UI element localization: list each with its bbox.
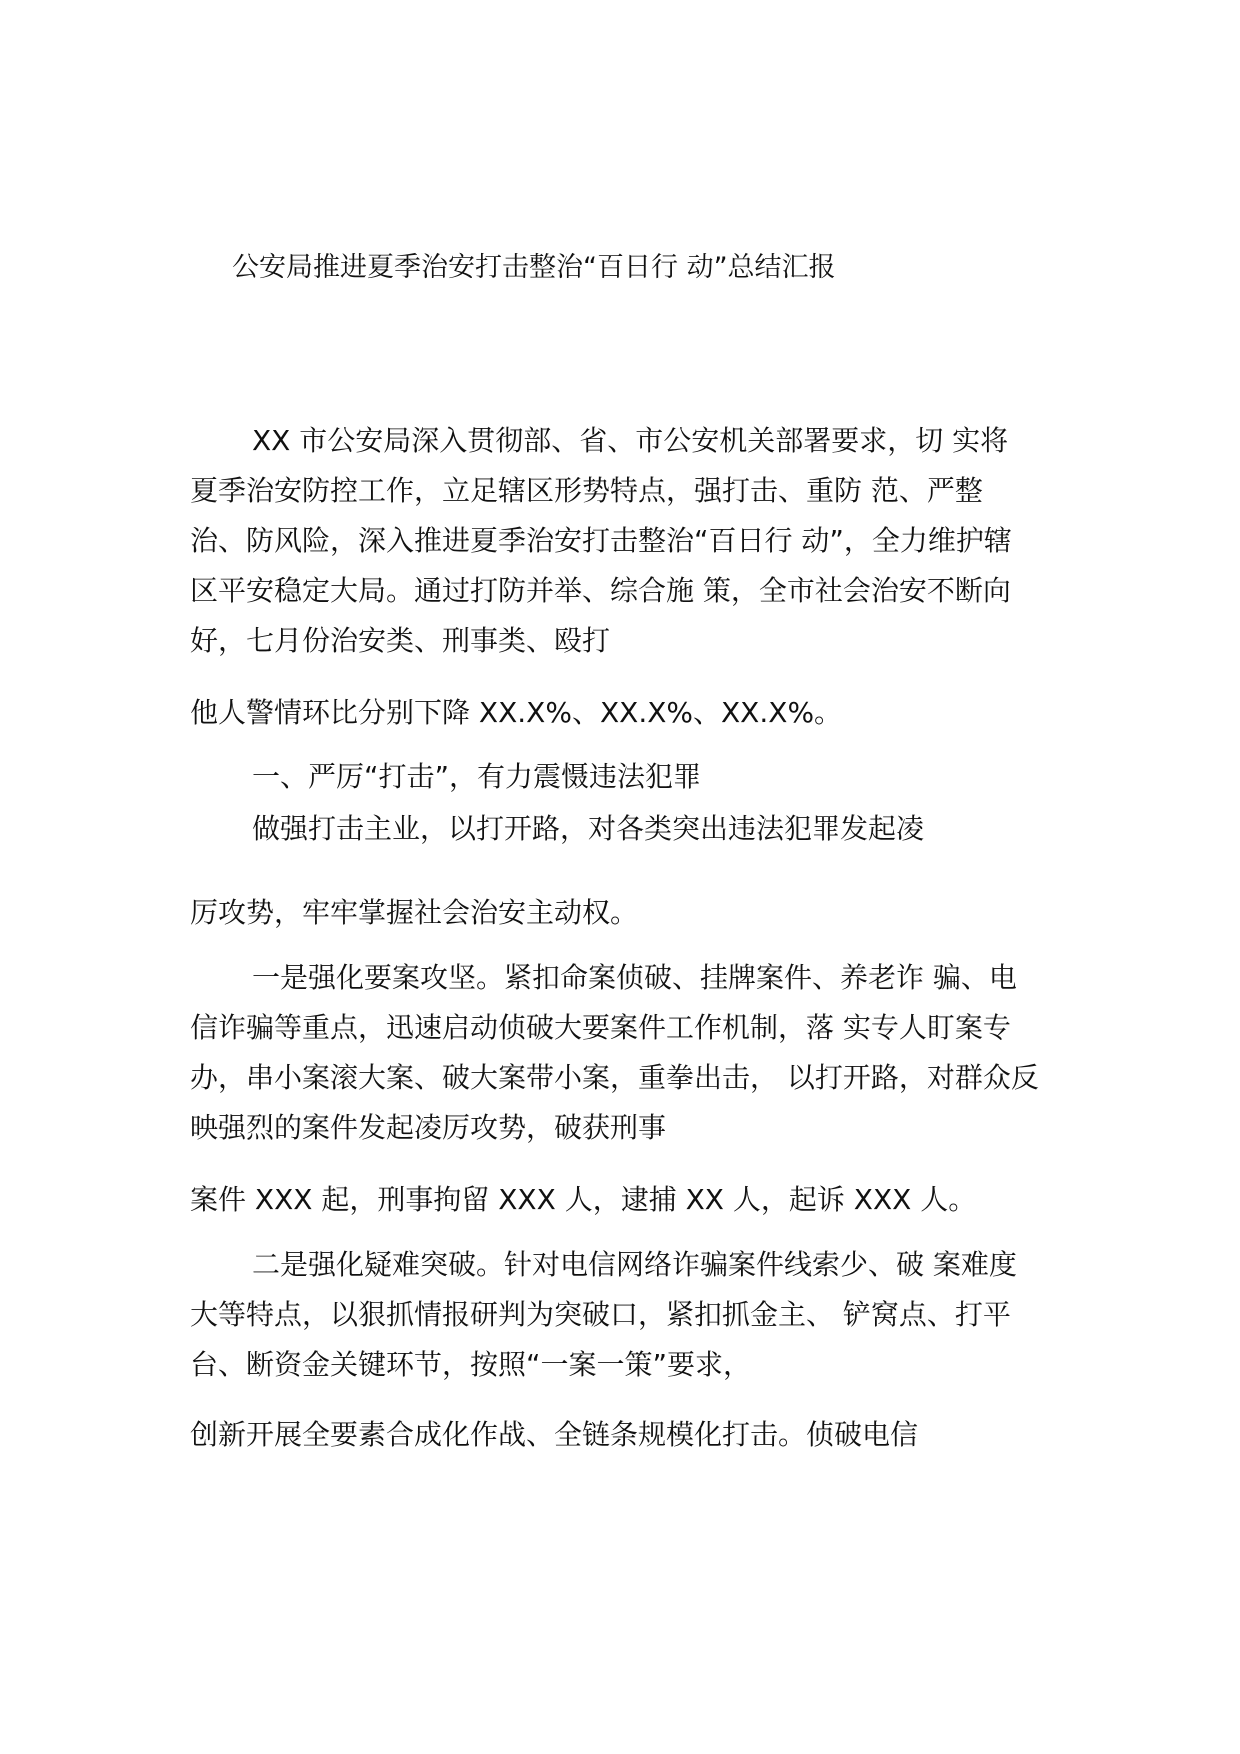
paragraph-line: XX 市公安局深入贯彻部、省、市公安机关部署要求，切 实将 [252,424,1009,457]
paragraph-line: 他人警情环比分别下降 XX.X%、XX.X%、XX.X%。 [190,696,843,729]
paragraph-line: 案件 XXX 起，刑事拘留 XXX 人，逮捕 XX 人，起诉 XXX 人。 [190,1183,977,1216]
paragraph-line: 映强烈的案件发起凌厉攻势，破获刑事 [190,1111,667,1144]
section-heading: 一、严厉“打击”，有力震慑违法犯罪 [252,760,702,793]
paragraph-line: 厉攻势，牢牢掌握社会治安主动权。 [190,896,639,929]
paragraph-line: 做强打击主业，以打开路，对各类突出违法犯罪发起凌 [252,812,925,845]
document-title: 公安局推进夏季治安打击整治“百日行 动”总结汇报 [232,252,836,283]
paragraph-line: 一是强化要案攻坚。紧扣命案侦破、挂牌案件、养老诈 骗、电 [252,961,1017,994]
paragraph-line: 信诈骗等重点，迅速启动侦破大要案件工作机制，落 实专人盯案专 [190,1011,1011,1044]
paragraph-line: 二是强化疑难突破。针对电信网络诈骗案件线索少、破 案难度 [252,1248,1017,1281]
paragraph-line: 夏季治安防控工作，立足辖区形势特点，强打击、重防 范、严整 [190,474,983,507]
paragraph-line: 办，串小案滚大案、破大案带小案，重拳出击， 以打开路，对群众反 [190,1061,1039,1094]
paragraph-line: 创新开展全要素合成化作战、全链条规模化打击。侦破电信 [190,1418,919,1451]
paragraph-line: 区平安稳定大局。通过打防并举、综合施 策，全市社会治安不断向 [190,574,1011,607]
paragraph-line: 台、断资金关键环节，按照“一案一策”要求， [190,1348,752,1381]
paragraph-line: 大等特点，以狠抓情报研判为突破口，紧扣抓金主、 铲窝点、打平 [190,1298,1011,1331]
paragraph-line: 治、防风险，深入推进夏季治安打击整治“百日行 动”，全力维护辖 [190,524,1012,557]
paragraph-line: 好，七月份治安类、刑事类、殴打 [190,624,611,657]
